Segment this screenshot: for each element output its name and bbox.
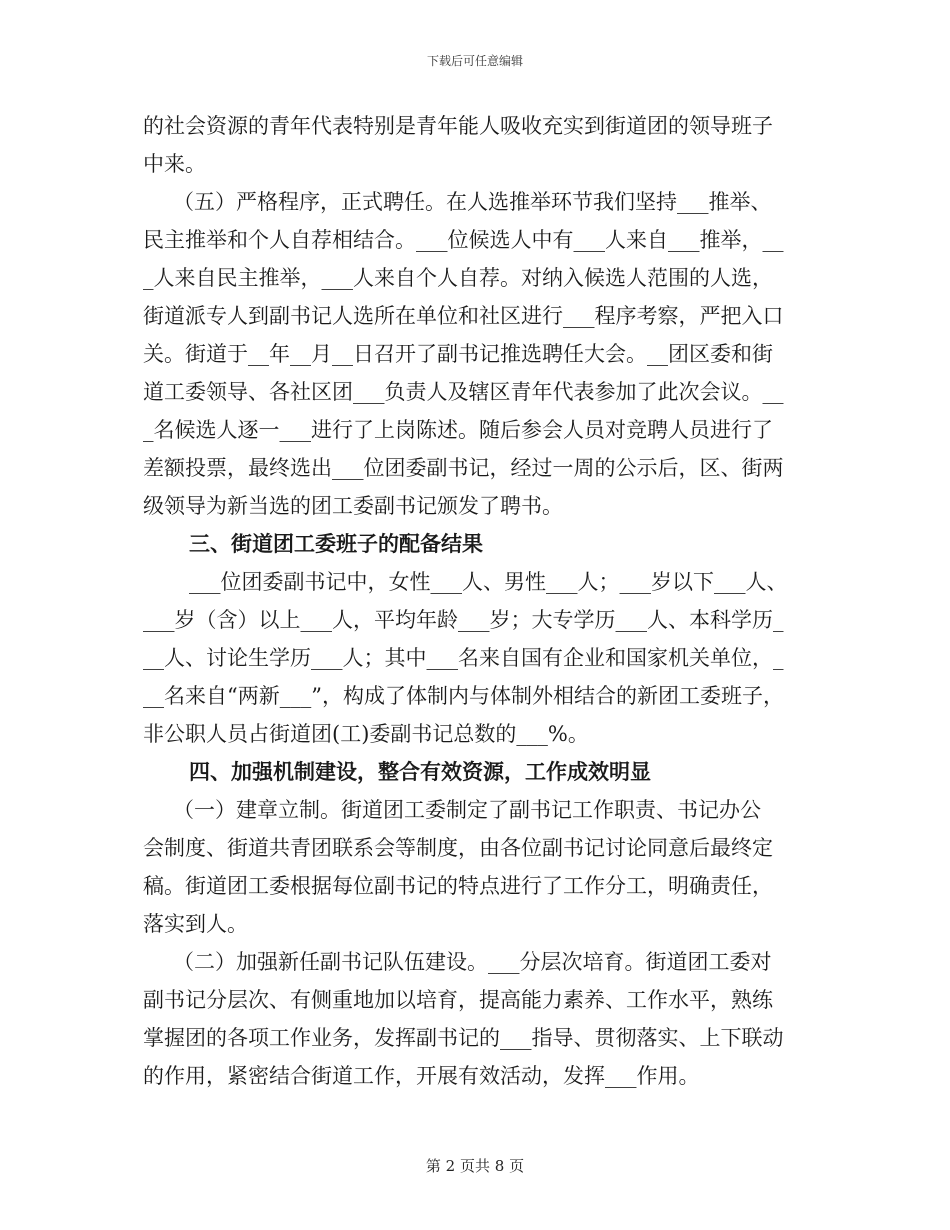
body-text-line: __名来自“两新___”，构成了体制内与体制外相结合的新团工委班子， — [143, 684, 784, 708]
page-header: 下载后可任意编辑 — [426, 54, 523, 68]
body-text-line: 稿。街道团工委根据每位副书记的特点进行了工作分工，明确责任， — [143, 874, 773, 898]
page-number: 第 2 页共 8 页 — [425, 1157, 525, 1175]
body-text-line: 掌握团的各项工作业务，发挥副书记的___指导、贯彻落实、上下联动 — [143, 1026, 784, 1050]
body-text-line: 民主推举和个人自荐相结合。___位候选人中有___人来自___推举，__ — [143, 228, 784, 252]
body-text-line: 级领导为新当选的团工委副书记颁发了聘书。 — [143, 494, 563, 518]
body-text-line: 副书记分层次、有侧重地加以培育，提高能力素养、工作水平，熟练 — [143, 988, 773, 1012]
section-heading: 四、加强机制建设，整合有效资源，工作成效明显 — [189, 759, 651, 784]
body-text-line: （二）加强新任副书记队伍建设。___分层次培育。街道团工委对 — [173, 950, 772, 974]
body-text-line: 非公职人员占街道团(工)委副书记总数的___%。 — [143, 722, 589, 746]
body-text-line: 会制度、街道共青团联系会等制度，由各位副书记讨论同意后最终定 — [143, 836, 773, 860]
body-text-line: 关。街道于__年__月__日召开了副书记推选聘任大会。__团区委和街 — [143, 342, 773, 366]
body-text-line: ___岁（含）以上___人，平均年龄___岁；大专学历___人、本科学历_ — [143, 608, 784, 632]
body-text-line: （一）建章立制。街道团工委制定了副书记工作职责、书记办公 — [173, 798, 761, 822]
body-text-line: 差额投票，最终选出___位团委副书记，经过一周的公示后，区、街两 — [143, 456, 784, 480]
body-text-line: （五）严格程序，正式聘任。在人选推举环节我们坚持___推举、 — [173, 190, 772, 214]
body-text-line: 的作用，紧密结合街道工作，开展有效活动，发挥___作用。 — [143, 1064, 700, 1088]
body-text-line: ___位团委副书记中，女性___人、男性___人；___岁以下___人、 — [189, 570, 788, 594]
body-text-line: _人来自民主推举，___人来自个人自荐。对纳入候选人范围的人选， — [143, 266, 773, 290]
body-text-line: 落实到人。 — [143, 912, 248, 936]
section-heading: 三、街道团工委班子的配备结果 — [189, 531, 483, 556]
document-body — [143, 107, 811, 1095]
body-text-line: 的社会资源的青年代表特别是青年能人吸收充实到街道团的领导班子 — [143, 114, 773, 138]
body-text-line: 街道派专人到副书记人选所在单位和社区进行___程序考察，严把入口 — [143, 304, 784, 328]
body-text-line: _名候选人逐一___进行了上岗陈述。随后参会人员对竞聘人员进行了 — [143, 418, 773, 442]
body-text-line: __人、讨论生学历___人；其中___名来自国有企业和国家机关单位，_ — [143, 646, 784, 670]
body-text-line: 道工委领导、各社区团___负责人及辖区青年代表参加了此次会议。__ — [143, 380, 784, 404]
body-text-line: 中来。 — [143, 152, 206, 176]
